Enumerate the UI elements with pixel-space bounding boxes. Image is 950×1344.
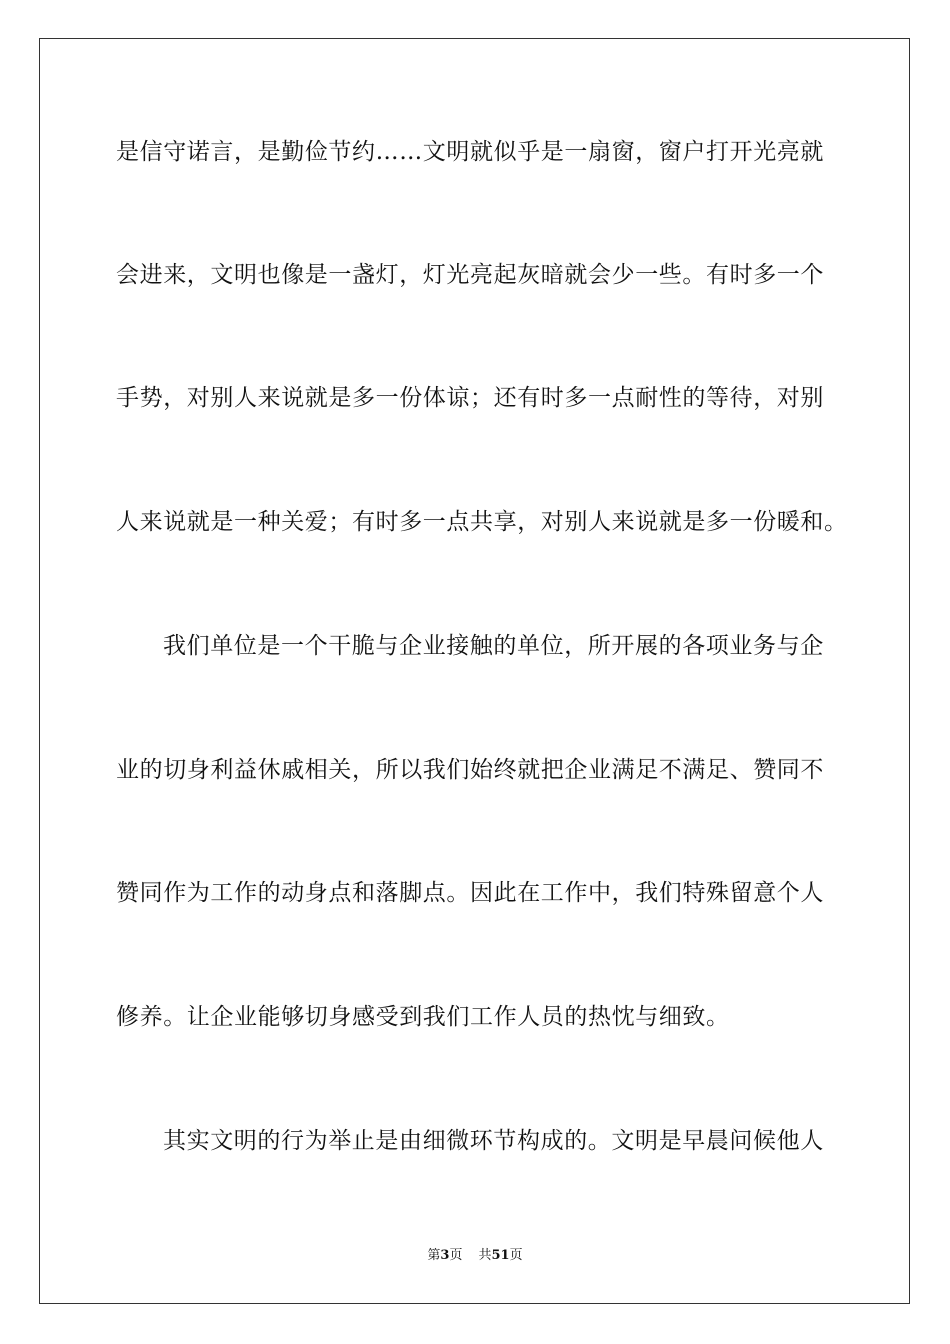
page-footer	[0, 1247, 950, 1265]
total-prefix: 共	[478, 1248, 492, 1263]
paragraph-line: 手势，对别人来说就是多一份体谅；还有时多一点耐性的等待，对别	[116, 385, 824, 411]
page-border	[39, 38, 910, 1304]
paragraph-line: 业的切身利益休戚相关，所以我们始终就把企业满足不满足、赞同不	[116, 757, 824, 783]
paragraph-first-line: 我们单位是一个干脆与企业接触的单位，所开展的各项业务与企	[163, 633, 824, 659]
page-prefix: 第	[427, 1248, 441, 1263]
paragraph-line: 会进来，文明也像是一盏灯，灯光亮起灰暗就会少一些。有时多一个	[116, 262, 824, 288]
page-number: 3	[440, 1248, 450, 1263]
paragraph-first-line: 其实文明的行为举止是由细微环节构成的。文明是早晨问候他人	[163, 1128, 824, 1154]
total-suffix: 页	[509, 1248, 523, 1263]
paragraph-line: 修养。让企业能够切身感受到我们工作人员的热忱与细致。	[116, 1004, 730, 1030]
page-suffix: 页	[449, 1248, 463, 1263]
paragraph-line: 人来说就是一种关爱；有时多一点共享，对别人来说就是多一份暖和。	[116, 509, 848, 535]
paragraph-line: 是信守诺言，是勤俭节约……文明就似乎是一扇窗，窗户打开光亮就	[116, 139, 824, 165]
total-pages: 51	[491, 1248, 510, 1263]
paragraph-line: 赞同作为工作的动身点和落脚点。因此在工作中，我们特殊留意个人	[116, 880, 824, 906]
